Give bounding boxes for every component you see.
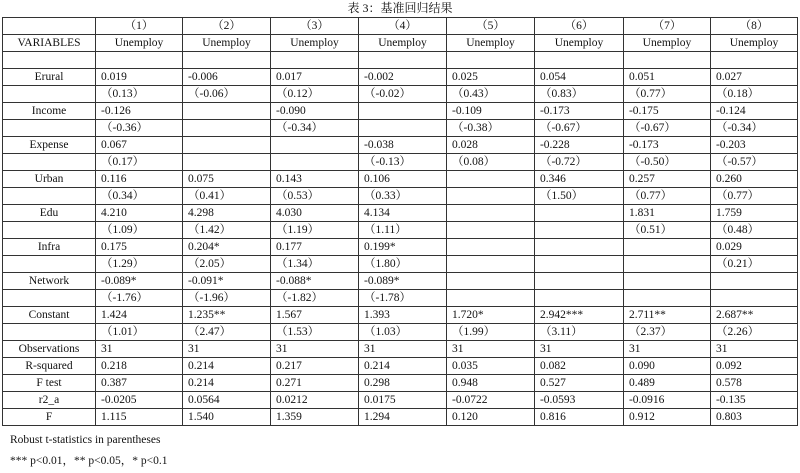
tstat-cell: （-1.82） xyxy=(271,290,359,307)
coef-cell: -0.002 xyxy=(359,69,447,86)
tstat-cell: （-0.36） xyxy=(96,120,183,137)
tstat-cell: （-1.76） xyxy=(96,290,183,307)
column-number: （1） xyxy=(96,18,183,35)
spacer-row xyxy=(3,52,798,69)
stat-cell: 0.578 xyxy=(710,375,797,392)
blank-cell xyxy=(3,18,96,35)
stat-row-r-squared xyxy=(3,358,798,375)
coef-cell: 0.257 xyxy=(623,171,710,188)
coef-cell: 0.051 xyxy=(623,69,710,86)
coef-cell: 1.393 xyxy=(359,307,447,324)
tstat-cell: （-0.72） xyxy=(534,154,623,171)
tstat-row-network xyxy=(3,290,798,307)
stat-cell: 0.082 xyxy=(534,358,623,375)
coef-row-expense xyxy=(3,137,798,154)
tstat-cell xyxy=(446,188,534,205)
stat-cell: 0.527 xyxy=(534,375,623,392)
tstat-cell: （1.11） xyxy=(359,222,447,239)
tstat-cell: （-0.38） xyxy=(446,120,534,137)
stat-cell: 1.115 xyxy=(96,409,183,426)
coef-cell: -0.088* xyxy=(271,273,359,290)
stat-cell: -0.0593 xyxy=(534,392,623,409)
tstat-row-constant xyxy=(3,324,798,341)
blank-cell xyxy=(3,256,96,273)
tstat-row-edu xyxy=(3,222,798,239)
tstat-cell: （0.13） xyxy=(96,86,183,103)
tstat-cell: （1.19） xyxy=(271,222,359,239)
stat-cell: 0.214 xyxy=(359,358,447,375)
tstat-cell xyxy=(534,290,623,307)
stat-cell: 31 xyxy=(183,341,271,358)
tstat-cell: （0.12） xyxy=(271,86,359,103)
coef-cell: 1.720* xyxy=(446,307,534,324)
coef-cell: 4.298 xyxy=(183,205,271,222)
coef-cell: -0.089* xyxy=(96,273,183,290)
coef-row-infra xyxy=(3,239,798,256)
tstat-cell: （-0.34） xyxy=(271,120,359,137)
tstat-cell xyxy=(534,222,623,239)
stat-cell: -0.135 xyxy=(710,392,797,409)
stat-name: R-squared xyxy=(3,358,96,375)
stat-cell: 31 xyxy=(359,341,447,358)
dependent-variable: Unemploy xyxy=(96,35,183,52)
column-number: （8） xyxy=(710,18,797,35)
stat-cell: 31 xyxy=(446,341,534,358)
tstat-cell: （-0.02） xyxy=(359,86,447,103)
coef-row-network xyxy=(3,273,798,290)
tstat-cell: （-0.34） xyxy=(710,120,797,137)
coef-cell: -0.173 xyxy=(623,137,710,154)
coef-cell: 0.346 xyxy=(534,171,623,188)
stat-name: r2_a xyxy=(3,392,96,409)
variable-name: Income xyxy=(3,103,96,120)
note-robust: Robust t-statistics in parentheses xyxy=(10,434,161,446)
tstat-cell: （2.05） xyxy=(183,256,271,273)
coef-cell: 0.204* xyxy=(183,239,271,256)
coef-cell: -0.175 xyxy=(623,103,710,120)
coef-cell xyxy=(359,103,447,120)
tstat-cell: （-0.06） xyxy=(183,86,271,103)
coef-cell xyxy=(534,239,623,256)
stat-name: Observations xyxy=(3,341,96,358)
stat-name: F test xyxy=(3,375,96,392)
stat-cell: 0.217 xyxy=(271,358,359,375)
blank-cell xyxy=(96,52,183,69)
tstat-row-urban xyxy=(3,188,798,205)
coef-cell: 0.028 xyxy=(446,137,534,154)
coef-cell: 0.067 xyxy=(96,137,183,154)
variable-name: Constant xyxy=(3,307,96,324)
tstat-cell: （0.77） xyxy=(710,188,797,205)
dependent-variable: Unemploy xyxy=(710,35,797,52)
column-number: （2） xyxy=(183,18,271,35)
tstat-row-infra xyxy=(3,256,798,273)
coef-cell: 1.567 xyxy=(271,307,359,324)
coef-row-edu xyxy=(3,205,798,222)
variable-name: Edu xyxy=(3,205,96,222)
tstat-row-expense xyxy=(3,154,798,171)
variable-name: Infra xyxy=(3,239,96,256)
stat-cell: 0.803 xyxy=(710,409,797,426)
column-number: （3） xyxy=(271,18,359,35)
stat-cell: 31 xyxy=(534,341,623,358)
coef-cell xyxy=(623,273,710,290)
tstat-cell xyxy=(183,154,271,171)
stat-name: F xyxy=(3,409,96,426)
tstat-cell: （0.43） xyxy=(446,86,534,103)
stat-cell: 0.387 xyxy=(96,375,183,392)
coef-cell: 0.199* xyxy=(359,239,447,256)
stat-cell: 31 xyxy=(710,341,797,358)
coef-cell: 4.030 xyxy=(271,205,359,222)
stat-cell: 0.120 xyxy=(446,409,534,426)
dependent-variable: Unemploy xyxy=(446,35,534,52)
stat-row-observations xyxy=(3,341,798,358)
tstat-cell: （1.34） xyxy=(271,256,359,273)
blank-cell xyxy=(623,52,710,69)
blank-cell xyxy=(3,324,96,341)
coef-cell: 0.019 xyxy=(96,69,183,86)
coef-cell: 0.054 xyxy=(534,69,623,86)
coef-cell xyxy=(446,171,534,188)
coef-cell: 1.831 xyxy=(623,205,710,222)
coef-row-constant xyxy=(3,307,798,324)
tstat-cell: （1.80） xyxy=(359,256,447,273)
dependent-variable: Unemploy xyxy=(271,35,359,52)
tstat-cell: （0.53） xyxy=(271,188,359,205)
tstat-cell: （0.48） xyxy=(710,222,797,239)
coef-cell: 2.942*** xyxy=(534,307,623,324)
stat-cell: 0.816 xyxy=(534,409,623,426)
coef-cell: 0.177 xyxy=(271,239,359,256)
header-row xyxy=(3,35,798,52)
tstat-cell: （-1.96） xyxy=(183,290,271,307)
blank-cell xyxy=(710,52,797,69)
blank-cell xyxy=(3,154,96,171)
tstat-cell: （2.37） xyxy=(623,324,710,341)
note-significance: *** p<0.01，** p<0.05，* p<0.1 xyxy=(10,455,168,467)
stat-cell: 0.0212 xyxy=(271,392,359,409)
stat-cell: 31 xyxy=(623,341,710,358)
blank-cell xyxy=(271,52,359,69)
column-number: （5） xyxy=(446,18,534,35)
coef-cell: -0.173 xyxy=(534,103,623,120)
variable-name: Network xyxy=(3,273,96,290)
tstat-cell: （1.09） xyxy=(96,222,183,239)
tstat-cell xyxy=(710,290,797,307)
coef-cell: 1.235** xyxy=(183,307,271,324)
tstat-cell xyxy=(183,120,271,137)
stat-row-f xyxy=(3,409,798,426)
coef-row-erural xyxy=(3,69,798,86)
variable-name: Expense xyxy=(3,137,96,154)
tstat-cell xyxy=(534,256,623,273)
tstat-row-income xyxy=(3,120,798,137)
stat-cell: 0.298 xyxy=(359,375,447,392)
tstat-cell xyxy=(623,290,710,307)
table-notes xyxy=(10,430,167,472)
tstat-cell: （1.42） xyxy=(183,222,271,239)
coef-cell: 2.711** xyxy=(623,307,710,324)
stat-cell: 0.948 xyxy=(446,375,534,392)
tstat-cell: （-0.13） xyxy=(359,154,447,171)
blank-cell xyxy=(3,86,96,103)
coef-cell: 0.027 xyxy=(710,69,797,86)
tstat-cell: （0.33） xyxy=(359,188,447,205)
coef-cell: -0.124 xyxy=(710,103,797,120)
stat-cell: -0.0205 xyxy=(96,392,183,409)
coef-cell: 0.116 xyxy=(96,171,183,188)
variable-name: Urban xyxy=(3,171,96,188)
tstat-cell: （1.50） xyxy=(534,188,623,205)
coef-cell: -0.091* xyxy=(183,273,271,290)
tstat-cell xyxy=(446,222,534,239)
stat-cell: 0.092 xyxy=(710,358,797,375)
stat-cell: 0.0175 xyxy=(359,392,447,409)
coef-cell: -0.126 xyxy=(96,103,183,120)
tstat-cell: （1.29） xyxy=(96,256,183,273)
stat-cell: 0.489 xyxy=(623,375,710,392)
coef-cell xyxy=(271,137,359,154)
coef-cell xyxy=(534,205,623,222)
tstat-cell: （0.77） xyxy=(623,86,710,103)
coef-cell: 0.143 xyxy=(271,171,359,188)
variables-header: VARIABLES xyxy=(3,35,96,52)
coef-cell xyxy=(710,273,797,290)
tstat-cell xyxy=(271,154,359,171)
stat-cell: 0.090 xyxy=(623,358,710,375)
blank-cell xyxy=(3,222,96,239)
tstat-cell: （0.21） xyxy=(710,256,797,273)
coef-cell: -0.228 xyxy=(534,137,623,154)
coef-cell: 2.687** xyxy=(710,307,797,324)
stat-cell: 0.271 xyxy=(271,375,359,392)
tstat-cell xyxy=(446,290,534,307)
coef-cell xyxy=(183,103,271,120)
regression-table xyxy=(2,17,798,426)
stat-cell: 31 xyxy=(96,341,183,358)
stat-cell: 31 xyxy=(271,341,359,358)
dependent-variable: Unemploy xyxy=(183,35,271,52)
coef-cell xyxy=(446,205,534,222)
stat-cell: 1.359 xyxy=(271,409,359,426)
coef-cell: 4.210 xyxy=(96,205,183,222)
blank-cell xyxy=(183,52,271,69)
coef-row-urban xyxy=(3,171,798,188)
coef-cell: 4.134 xyxy=(359,205,447,222)
stat-cell: 0.218 xyxy=(96,358,183,375)
variable-name: Erural xyxy=(3,69,96,86)
tstat-cell xyxy=(446,256,534,273)
tstat-cell: （0.18） xyxy=(710,86,797,103)
coef-cell xyxy=(534,273,623,290)
tstat-cell: （1.01） xyxy=(96,324,183,341)
coef-cell: 0.260 xyxy=(710,171,797,188)
tstat-cell: （3.11） xyxy=(534,324,623,341)
tstat-cell: （-1.78） xyxy=(359,290,447,307)
tstat-cell: （-0.57） xyxy=(710,154,797,171)
tstat-cell xyxy=(623,256,710,273)
tstat-cell: （-0.67） xyxy=(623,120,710,137)
stat-cell: -0.0916 xyxy=(623,392,710,409)
coef-cell: 0.075 xyxy=(183,171,271,188)
dependent-variable: Unemploy xyxy=(359,35,447,52)
coef-cell: -0.038 xyxy=(359,137,447,154)
stat-cell: 1.540 xyxy=(183,409,271,426)
coef-cell: 0.017 xyxy=(271,69,359,86)
column-number-row xyxy=(3,18,798,35)
coef-cell xyxy=(183,137,271,154)
tstat-cell: （1.03） xyxy=(359,324,447,341)
tstat-cell: （0.77） xyxy=(623,188,710,205)
coef-cell: 1.424 xyxy=(96,307,183,324)
tstat-cell: （0.41） xyxy=(183,188,271,205)
blank-cell xyxy=(446,52,534,69)
stat-cell: 0.214 xyxy=(183,358,271,375)
tstat-cell: （0.17） xyxy=(96,154,183,171)
coef-cell xyxy=(446,239,534,256)
stat-cell: -0.0722 xyxy=(446,392,534,409)
tstat-cell: （1.53） xyxy=(271,324,359,341)
tstat-cell: （1.99） xyxy=(446,324,534,341)
tstat-row-erural xyxy=(3,86,798,103)
tstat-cell: （-0.67） xyxy=(534,120,623,137)
tstat-cell: （-0.50） xyxy=(623,154,710,171)
blank-cell xyxy=(534,52,623,69)
coef-cell: -0.203 xyxy=(710,137,797,154)
stat-row-f-test xyxy=(3,375,798,392)
dependent-variable: Unemploy xyxy=(623,35,710,52)
tstat-cell xyxy=(359,120,447,137)
tstat-cell: （0.51） xyxy=(623,222,710,239)
stat-cell: 0.912 xyxy=(623,409,710,426)
coef-cell: 0.106 xyxy=(359,171,447,188)
coef-cell xyxy=(446,273,534,290)
coef-cell: -0.109 xyxy=(446,103,534,120)
column-number: （7） xyxy=(623,18,710,35)
blank-cell xyxy=(359,52,447,69)
blank-cell xyxy=(3,188,96,205)
stat-cell: 0.214 xyxy=(183,375,271,392)
tstat-cell: （0.83） xyxy=(534,86,623,103)
table-title: 表 3：基准回归结果 xyxy=(347,1,453,15)
coef-cell: -0.090 xyxy=(271,103,359,120)
coef-cell: 0.025 xyxy=(446,69,534,86)
stat-row-r2-a xyxy=(3,392,798,409)
tstat-cell: （0.08） xyxy=(446,154,534,171)
blank-cell xyxy=(3,52,96,69)
coef-cell xyxy=(623,239,710,256)
blank-cell xyxy=(3,120,96,137)
coef-row-income xyxy=(3,103,798,120)
coef-cell: 0.029 xyxy=(710,239,797,256)
column-number: （6） xyxy=(534,18,623,35)
stat-cell: 0.035 xyxy=(446,358,534,375)
tstat-cell: （2.47） xyxy=(183,324,271,341)
column-number: （4） xyxy=(359,18,447,35)
tstat-cell: （0.34） xyxy=(96,188,183,205)
blank-cell xyxy=(3,290,96,307)
stat-cell: 1.294 xyxy=(359,409,447,426)
coef-cell: -0.089* xyxy=(359,273,447,290)
coef-cell: 1.759 xyxy=(710,205,797,222)
coef-cell: 0.175 xyxy=(96,239,183,256)
coef-cell: -0.006 xyxy=(183,69,271,86)
stat-cell: 0.0564 xyxy=(183,392,271,409)
tstat-cell: （2.26） xyxy=(710,324,797,341)
dependent-variable: Unemploy xyxy=(534,35,623,52)
